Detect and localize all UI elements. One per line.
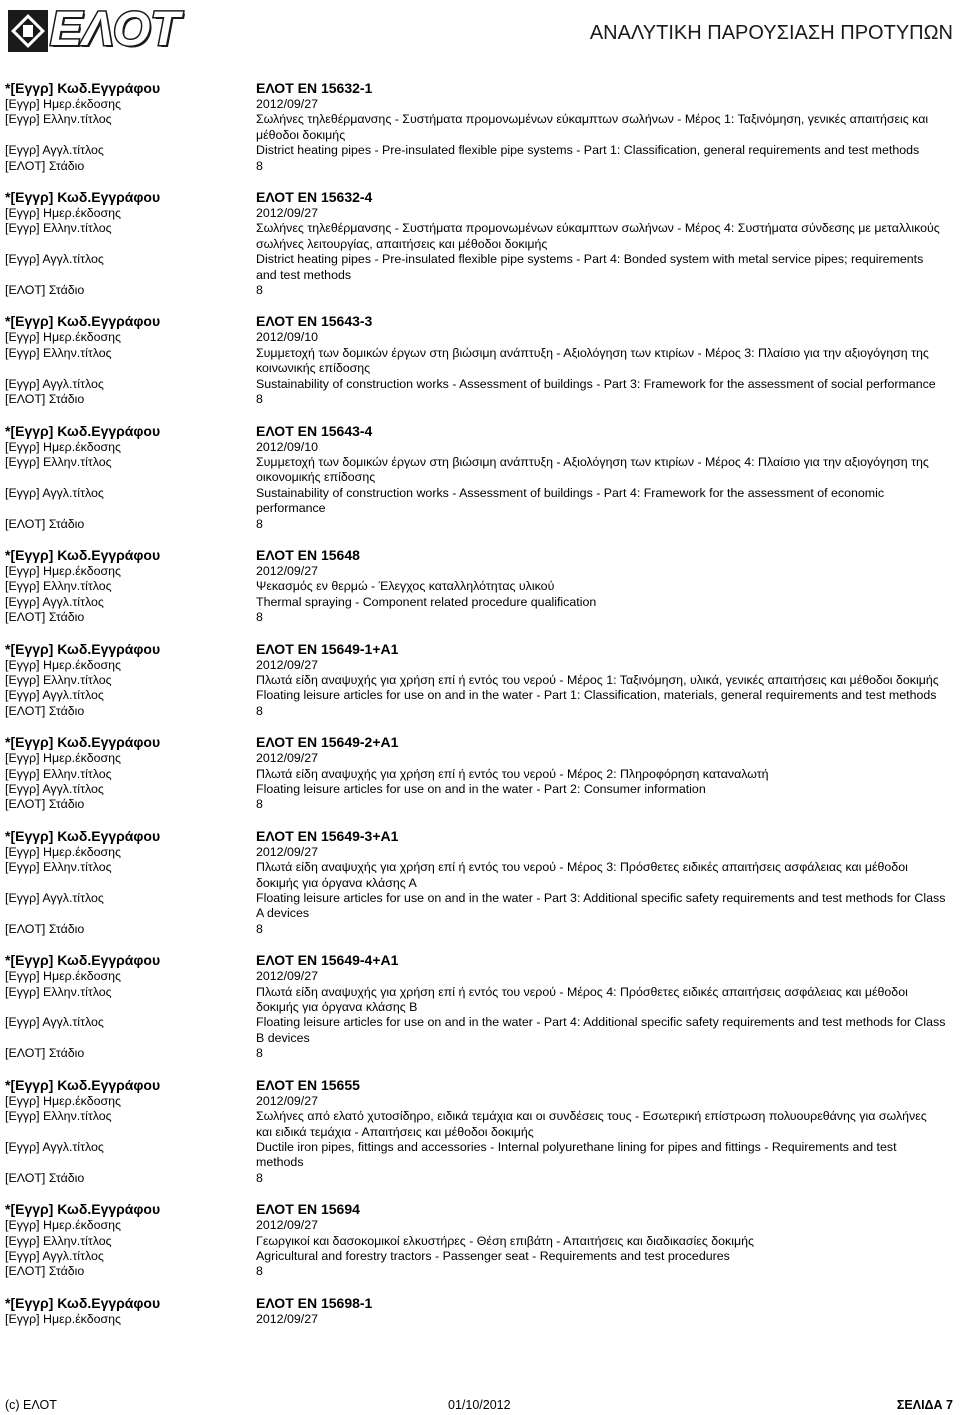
greek-title-row <box>0 985 960 1016</box>
document-code-value: ΕΛΟΤ EN 15694 <box>256 1201 360 1218</box>
issue-date-value: 2012/09/27 <box>256 1218 319 1233</box>
stage-label: [ΕΛΟΤ] Στάδιο <box>5 1046 85 1061</box>
english-title-row <box>0 252 960 283</box>
greek-title-label: [Εγγρ] Ελλην.τίτλος <box>5 984 112 999</box>
stage-row <box>0 517 960 532</box>
document-code-label: *[Εγγρ] Κωδ.Εγγράφου <box>5 952 161 969</box>
greek-title-value: Συμμετοχή των δομικών έργων στη βιώσιμη ανάπτυξη - Αξιολόγηση των κτιρίων - Μέρος 3: Πλαίσιο για την αξιογόγηση της κοινωνικής επίδοσης <box>256 345 929 376</box>
issue-date-row <box>0 1218 960 1233</box>
document-code-label: *[Εγγρ] Κωδ.Εγγράφου <box>5 313 161 330</box>
english-title-value: Floating leisure articles for use on and in the water - Part 2: Consumer information <box>256 782 706 796</box>
issue-date-row <box>0 658 960 673</box>
stage-value: 8 <box>256 1170 263 1185</box>
english-title-row <box>0 891 960 922</box>
greek-title-value: Σωλήνες τηλεθέρμανσης - Συστήματα προμονωμένων εύκαμπτων σωλήνων - Μέρος 4: Συστήματα σύνδεσης με μεταλλικούς σωλήνες λειτουργίας, απαιτήσεις και μέθοδοι δοκιμής <box>256 221 940 251</box>
document-code-value: ΕΛΟΤ EN 15643-3 <box>256 313 373 330</box>
issue-date-value: 2012/09/27 <box>256 969 319 984</box>
issue-date-value: 2012/09/27 <box>256 97 319 111</box>
issue-date-label: [Εγγρ] Ημερ.έκδοσης <box>5 844 121 859</box>
english-title-label: [Εγγρ] Αγγλ.τίτλος <box>5 891 104 906</box>
stage-row <box>0 704 960 719</box>
greek-title-label: [Εγγρ] Ελλην.τίτλος <box>5 454 112 469</box>
issue-date-row <box>0 97 960 112</box>
english-title-value: Ductile iron pipes, fittings and accessories - Internal polyurethane lining for pipes and fittings - Requirements and test methods <box>256 1139 897 1170</box>
stage-label: [ΕΛΟΤ] Στάδιο <box>5 516 85 531</box>
english-title-value: Sustainability of construction works - Assessment of buildings - Part 4: Framework for the assessment of economic performance <box>256 485 885 516</box>
greek-title-value: Γεωργικοί και δασοκομικοί ελκυστήρες - Θέση επιβάτη - Απαιτήσεις και διαδικασίες δοκιμής <box>256 1233 754 1248</box>
greek-title-label: [Εγγρ] Ελλην.τίτλος <box>5 860 112 875</box>
issue-date-row <box>0 845 960 860</box>
english-title-row <box>0 1249 960 1264</box>
document-code-row <box>0 80 960 97</box>
stage-value: 8 <box>256 921 263 936</box>
standard-entry <box>0 641 960 720</box>
issue-date-value: 2012/09/10 <box>256 439 319 454</box>
english-title-label: [Εγγρ] Αγγλ.τίτλος <box>5 688 104 703</box>
issue-date-row <box>0 330 960 345</box>
stage-row <box>0 1264 960 1279</box>
english-title-label: [Εγγρ] Αγγλ.τίτλος <box>5 376 104 391</box>
stage-row <box>0 922 960 937</box>
stage-label: [ΕΛΟΤ] Στάδιο <box>5 158 85 173</box>
greek-title-value: Συμμετοχή των δομικών έργων στη βιώσιμη ανάπτυξη - Αξιολόγηση των κτιρίων - Μέρος 4: Πλαίσιο για την αξιογόγηση της οικονομικής επίδοσης <box>256 454 929 485</box>
standards-list <box>0 80 960 1342</box>
english-title-row <box>0 143 960 158</box>
greek-title-label: [Εγγρ] Ελλην.τίτλος <box>5 766 112 781</box>
greek-title-row <box>0 455 960 486</box>
english-title-row <box>0 486 960 517</box>
document-code-value: ΕΛΟΤ EN 15649-3+A1 <box>256 827 399 844</box>
english-title-value: Floating leisure articles for use on and in the water - Part 1: Classification, materials, general requirements and test methods <box>256 688 937 703</box>
issue-date-label: [Εγγρ] Ημερ.έκδοσης <box>5 439 121 454</box>
greek-title-row <box>0 1109 960 1140</box>
english-title-value: Floating leisure articles for use on and in the water - Part 4: Additional specific safety requirements and test methods for Class B devices <box>256 1015 946 1045</box>
document-code-row <box>0 423 960 440</box>
issue-date-row <box>0 440 960 455</box>
stage-value: 8 <box>256 283 263 298</box>
standard-entry <box>0 80 960 174</box>
greek-title-label: [Εγγρ] Ελλην.τίτλος <box>5 221 112 236</box>
standard-entry <box>0 1077 960 1186</box>
stage-label: [ΕΛΟΤ] Στάδιο <box>5 610 85 625</box>
greek-title-row <box>0 579 960 594</box>
greek-title-value: Πλωτά είδη αναψυχής για χρήση επί ή εντός του νερού - Μέρος 2: Πληροφόρηση καταναλωτή <box>256 766 769 781</box>
issue-date-value: 2012/09/27 <box>256 844 319 859</box>
document-code-label: *[Εγγρ] Κωδ.Εγγράφου <box>5 827 161 844</box>
document-code-row <box>0 641 960 658</box>
document-code-row <box>0 734 960 751</box>
greek-title-row <box>0 860 960 891</box>
document-code-row <box>0 313 960 330</box>
english-title-row <box>0 595 960 610</box>
english-title-label: [Εγγρ] Αγγλ.τίτλος <box>5 1248 104 1263</box>
greek-title-value: Σωλήνες από ελατό χυτοσίδηρο, ειδικά τεμάχια και οι συνδέσεις τους - Εσωτερική επίστρωση πολυουρεθάνης για σωλήνες και ειδικά τεμάχια - Απαιτήσεις και μέθοδοι δοκιμής <box>256 1109 927 1139</box>
stage-label: [ΕΛΟΤ] Στάδιο <box>5 392 85 407</box>
document-code-row <box>0 828 960 845</box>
document-code-label: *[Εγγρ] Κωδ.Εγγράφου <box>5 640 161 657</box>
stage-row <box>0 392 960 407</box>
stage-label: [ΕΛΟΤ] Στάδιο <box>5 283 85 298</box>
greek-title-value: Πλωτά είδη αναψυχής για χρήση επί ή εντός του νερού - Μέρος 4: Πρόσθετες ειδικές απαιτήσεις ασφάλειας και μέθοδοι δοκιμής για όργανα κλάσης Β <box>256 984 908 1015</box>
english-title-label: [Εγγρ] Αγγλ.τίτλος <box>5 252 104 267</box>
stage-label: [ΕΛΟΤ] Στάδιο <box>5 703 85 718</box>
issue-date-value: 2012/09/27 <box>256 1311 319 1326</box>
greek-title-label: [Εγγρ] Ελλην.τίτλος <box>5 1233 112 1248</box>
english-title-row <box>0 377 960 392</box>
english-title-row <box>0 688 960 703</box>
greek-title-row <box>0 221 960 252</box>
document-code-label: *[Εγγρ] Κωδ.Εγγράφου <box>5 1201 161 1218</box>
english-title-label: [Εγγρ] Αγγλ.τίτλος <box>5 782 104 796</box>
standard-entry <box>0 828 960 937</box>
document-code-value: ΕΛΟΤ EN 15649-1+A1 <box>256 640 399 657</box>
english-title-value: Sustainability of construction works - Assessment of buildings - Part 3: Framework for the assessment of social performance <box>256 376 936 391</box>
english-title-label: [Εγγρ] Αγγλ.τίτλος <box>5 1139 104 1154</box>
greek-title-row <box>0 112 960 143</box>
greek-title-value: Πλωτά είδη αναψυχής για χρήση επί ή εντός του νερού - Μέρος 1: Ταξινόμηση, υλικά, γενικές απαιτήσεις και μέθοδοι δοκιμής <box>256 672 939 687</box>
greek-title-label: [Εγγρ] Ελλην.τίτλος <box>5 112 112 127</box>
english-title-row <box>0 1015 960 1046</box>
greek-title-label: [Εγγρ] Ελλην.τίτλος <box>5 672 112 687</box>
issue-date-label: [Εγγρ] Ημερ.έκδοσης <box>5 97 121 111</box>
document-code-row <box>0 547 960 564</box>
stage-value: 8 <box>256 610 263 625</box>
stage-label: [ΕΛΟΤ] Στάδιο <box>5 921 85 936</box>
greek-title-value: Σωλήνες τηλεθέρμανσης - Συστήματα προμονωμένων εύκαμπτων σωλήνων - Μέρος 1: Ταξινόμηση, γενικές απαιτήσεις και μέθοδοι δοκιμής <box>256 112 929 142</box>
document-code-row <box>0 952 960 969</box>
issue-date-value: 2012/09/27 <box>256 751 319 766</box>
document-code-value: ΕΛΟΤ EN 15648 <box>256 546 360 563</box>
english-title-value: Thermal spraying - Component related procedure qualification <box>256 594 597 609</box>
stage-row <box>0 1171 960 1186</box>
footer-page-number: ΣΕΛΙΔΑ 7 <box>896 1398 953 1412</box>
issue-date-label: [Εγγρ] Ημερ.έκδοσης <box>5 206 121 221</box>
issue-date-row <box>0 564 960 579</box>
stage-value: 8 <box>256 797 263 812</box>
issue-date-value: 2012/09/10 <box>256 330 319 345</box>
issue-date-label: [Εγγρ] Ημερ.έκδοσης <box>5 969 121 984</box>
footer-date: 01/10/2012 <box>448 1398 511 1412</box>
greek-title-label: [Εγγρ] Ελλην.τίτλος <box>5 579 112 594</box>
english-title-label: [Εγγρ] Αγγλ.τίτλος <box>5 1015 104 1030</box>
greek-title-row <box>0 767 960 782</box>
document-code-label: *[Εγγρ] Κωδ.Εγγράφου <box>5 546 161 563</box>
stage-row <box>0 283 960 298</box>
document-code-value: ΕΛΟΤ EN 15649-2+A1 <box>256 734 399 751</box>
document-code-value: ΕΛΟΤ EN 15649-4+A1 <box>256 952 399 969</box>
document-code-value: ΕΛΟΤ EN 15632-4 <box>256 189 373 206</box>
english-title-row <box>0 1140 960 1171</box>
issue-date-label: [Εγγρ] Ημερ.έκδοσης <box>5 1093 121 1108</box>
stage-label: [ΕΛΟΤ] Στάδιο <box>5 797 85 812</box>
document-code-value: ΕΛΟΤ EN 15632-1 <box>256 80 373 96</box>
standard-entry <box>0 547 960 626</box>
document-code-label: *[Εγγρ] Κωδ.Εγγράφου <box>5 734 161 751</box>
page-title: ΑΝΑΛΥΤΙΚΗ ΠΑΡΟΥΣΙΑΣΗ ΠΡΟΤΥΠΩΝ <box>589 22 953 44</box>
issue-date-row <box>0 1312 960 1327</box>
issue-date-label: [Εγγρ] Ημερ.έκδοσης <box>5 657 121 672</box>
logo-emblem-icon <box>8 10 48 52</box>
english-title-value: Floating leisure articles for use on and in the water - Part 3: Additional specific safety requirements and test methods for Class A devices <box>256 891 946 921</box>
stage-value: 8 <box>256 1046 263 1061</box>
greek-title-row <box>0 346 960 377</box>
document-code-label: *[Εγγρ] Κωδ.Εγγράφου <box>5 1076 161 1093</box>
greek-title-value: Ψεκασμός εν θερμώ - Έλεγχος καταλληλότητας υλικού <box>256 579 555 594</box>
issue-date-value: 2012/09/27 <box>256 563 319 578</box>
issue-date-value: 2012/09/27 <box>256 206 319 221</box>
stage-row <box>0 797 960 812</box>
document-code-value: ΕΛΟΤ EN 15655 <box>256 1076 360 1093</box>
issue-date-label: [Εγγρ] Ημερ.έκδοσης <box>5 330 121 345</box>
greek-title-row <box>0 1234 960 1249</box>
issue-date-value: 2012/09/27 <box>256 1093 319 1108</box>
document-code-label: *[Εγγρ] Κωδ.Εγγράφου <box>5 189 161 206</box>
greek-title-value: Πλωτά είδη αναψυχής για χρήση επί ή εντός του νερού - Μέρος 3: Πρόσθετες ειδικές απαιτήσεις ασφάλειας και μέθοδοι δοκιμής για όργανα κλάσης Α <box>256 860 908 890</box>
stage-value: 8 <box>256 703 263 718</box>
stage-value: 8 <box>256 1264 263 1279</box>
logo-text: ΕΛΟΤ <box>50 3 180 56</box>
issue-date-label: [Εγγρ] Ημερ.έκδοσης <box>5 751 121 766</box>
page-header <box>0 0 960 62</box>
issue-date-row <box>0 206 960 221</box>
document-code-label: *[Εγγρ] Κωδ.Εγγράφου <box>5 1294 161 1311</box>
standard-entry <box>0 1295 960 1327</box>
english-title-value: District heating pipes - Pre-insulated flexible pipe systems - Part 4: Bonded system with metal service pipes; requirements and test methods <box>256 252 924 282</box>
document-code-value: ΕΛΟΤ EN 15643-4 <box>256 422 373 439</box>
document-code-row <box>0 1295 960 1312</box>
english-title-value: Agricultural and forestry tractors - Passenger seat - Requirements and test procedures <box>256 1248 730 1263</box>
elot-logo <box>8 3 180 56</box>
page-footer <box>0 1398 960 1415</box>
issue-date-value: 2012/09/27 <box>256 657 319 672</box>
document-code-label: *[Εγγρ] Κωδ.Εγγράφου <box>5 80 161 96</box>
greek-title-label: [Εγγρ] Ελλην.τίτλος <box>5 345 112 360</box>
issue-date-row <box>0 1094 960 1109</box>
stage-value: 8 <box>256 516 263 531</box>
stage-row <box>0 1046 960 1061</box>
issue-date-row <box>0 751 960 766</box>
document-code-value: ΕΛΟΤ EN 15698-1 <box>256 1294 373 1311</box>
standard-entry <box>0 189 960 298</box>
stage-value: 8 <box>256 158 263 173</box>
document-code-row <box>0 189 960 206</box>
greek-title-label: [Εγγρ] Ελλην.τίτλος <box>5 1109 112 1124</box>
document-code-row <box>0 1077 960 1094</box>
issue-date-label: [Εγγρ] Ημερ.έκδοσης <box>5 1311 121 1326</box>
stage-row <box>0 159 960 174</box>
document-code-row <box>0 1201 960 1218</box>
issue-date-label: [Εγγρ] Ημερ.έκδοσης <box>5 563 121 578</box>
issue-date-label: [Εγγρ] Ημερ.έκδοσης <box>5 1218 121 1233</box>
issue-date-row <box>0 969 960 984</box>
english-title-label: [Εγγρ] Αγγλ.τίτλος <box>5 594 104 609</box>
standard-entry <box>0 734 960 813</box>
greek-title-row <box>0 673 960 688</box>
standard-entry <box>0 423 960 532</box>
english-title-value: District heating pipes - Pre-insulated flexible pipe systems - Part 1: Classification, general requirements and test methods <box>256 143 920 158</box>
english-title-label: [Εγγρ] Αγγλ.τίτλος <box>5 485 104 500</box>
stage-label: [ΕΛΟΤ] Στάδιο <box>5 1264 85 1279</box>
standard-entry <box>0 313 960 407</box>
stage-row <box>0 610 960 625</box>
stage-label: [ΕΛΟΤ] Στάδιο <box>5 1170 85 1185</box>
english-title-row <box>0 782 960 797</box>
standard-entry <box>0 1201 960 1280</box>
english-title-label: [Εγγρ] Αγγλ.τίτλος <box>5 143 104 158</box>
standard-entry <box>0 952 960 1061</box>
document-code-label: *[Εγγρ] Κωδ.Εγγράφου <box>5 422 161 439</box>
stage-value: 8 <box>256 392 263 407</box>
footer-copyright: (c) ΕΛΟΤ <box>5 1398 57 1412</box>
